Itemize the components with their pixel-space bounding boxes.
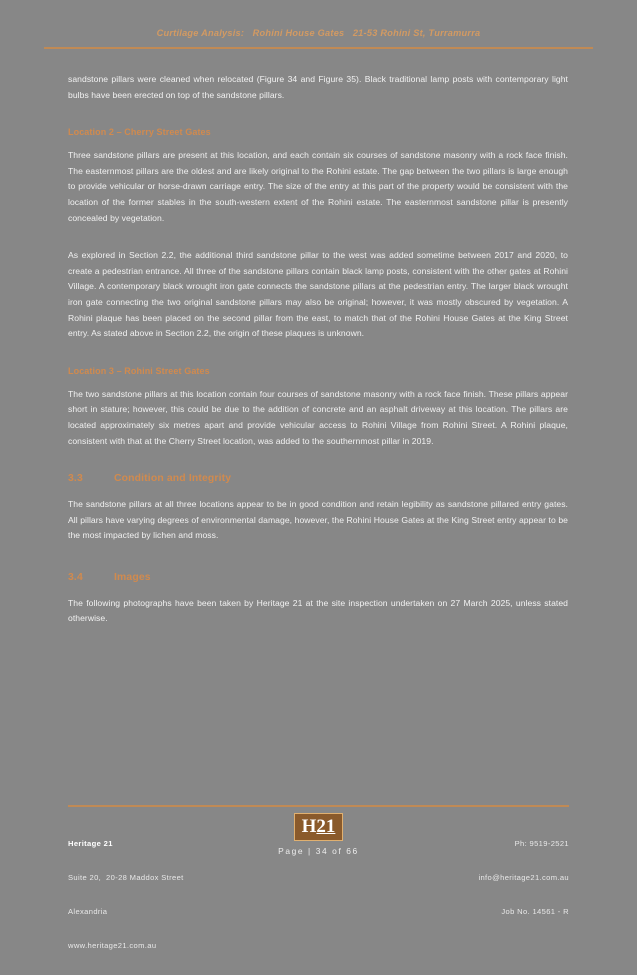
header-title: Curtilage Analysis: Rohini House Gates 21-53 Rohini St, Turramurra xyxy=(156,28,481,38)
section-title-3-4: Images xyxy=(114,571,151,583)
footer-job-number: Job No. 14561 - R xyxy=(501,907,569,917)
page-header xyxy=(0,0,637,49)
spacer xyxy=(68,239,568,248)
spacer xyxy=(68,557,568,570)
logo-number-21: 21 xyxy=(316,816,336,837)
paragraph-location3-1: The two sandstone pillars at this location contain four courses of sandstone masonry with a rock face finish. These pillars appear short in stature; however, this could be due to the addition of concrete and an asphalt driveway at this location. The pillars are located approximately six metres apart and provide vehicular access to Rohini Village from Rohini Street. A Rohini plaque, consistent with that at the Cherry Street location, was added to the southernmost pillar in 2019. xyxy=(68,388,568,446)
footer-address-line-2: Alexandria xyxy=(68,907,108,917)
footer-divider xyxy=(68,805,569,807)
page-number: Page | 34 of 66 xyxy=(278,846,359,856)
heading-location-2: Location 2 – Cherry Street Gates xyxy=(68,127,211,138)
footer-website-link[interactable]: www.heritage21.com.au xyxy=(68,941,157,951)
heading-location-3: Location 3 – Rohini Street Gates xyxy=(68,365,210,376)
paragraph-section-3-3: The sandstone pillars at all three locations appear to be in good condition and retain legibility as sandstone pillared entry gates. All pillars have varying degrees of environmental damage, however, the Rohini House Gates at the King Street entry appear to be the most impacted by lichen and moss. xyxy=(68,499,568,541)
footer-company-name: Heritage 21 xyxy=(68,838,113,848)
footer-address-line-1: Suite 20, 20-28 Maddox Street xyxy=(68,873,184,883)
document-body xyxy=(68,72,568,640)
spacer xyxy=(68,355,568,364)
footer-contact-right xyxy=(478,815,569,940)
footer-phone: Ph: 9519-2521 xyxy=(514,838,569,848)
footer-columns xyxy=(68,815,569,975)
heading-section-3-4 xyxy=(68,570,568,585)
header-divider xyxy=(44,47,593,49)
paragraph-intro: sandstone pillars were cleaned when relocated (Figure 34 and Figure 35). Black traditional lamp posts with contemporary light bulbs have been erected on top of the sandstone pillars. xyxy=(68,74,568,100)
footer-email-link[interactable]: info@heritage21.com.au xyxy=(478,873,569,883)
logo-letter-h: H xyxy=(301,816,317,837)
footer-contact-left xyxy=(68,815,184,975)
page-footer xyxy=(0,805,637,951)
paragraph-location2-1: Three sandstone pillars are present at this location, and each contain six courses of sandstone masonry with a rock face finish. The easternmost pillars are the oldest and are likely original to the Rohini estate. The gap between the two pillars is large enough to provide vehicular or horse-drawn carriage entry. The size of the entry at this part of the property would be consistent with the location of the former stables in the south-western extent of the Rohini estate. The easternmost sandstone pillar is presently concealed by vegetation. xyxy=(68,150,568,223)
spacer xyxy=(68,116,568,125)
spacer xyxy=(68,462,568,471)
paragraph-location2-2: As explored in Section 2.2, the additional third sandstone pillar to the west was added sometime between 2017 and 2020, to create a pedestrian entrance. All three of the sandstone pillars contain black lamp posts, consistent with the other gates at Rohini Village. A contemporary black wrought iron gate connects the sandstone pillars at the pedestrian entry. The larger black wrought iron gate connecting the two original sandstone pillars may also be original; however, it was mostly obscured by vegetation. A Rohini plaque has been placed on the second pillar from the east, to match that of the Rohini House Gates at the King Street entry. As stated above in Section 2.2, the origin of these plaques is unknown. xyxy=(68,250,568,339)
heading-section-3-3 xyxy=(68,471,568,486)
paragraph-section-3-4: The following photographs have been taken by Heritage 21 at the site inspection undertaken on 27 March 2025, unless stated otherwise. xyxy=(68,597,568,624)
section-number-3-3: 3.3 xyxy=(68,473,83,485)
section-number-3-4: 3.4 xyxy=(68,571,83,583)
section-title-3-3: Condition and Integrity xyxy=(114,473,232,485)
